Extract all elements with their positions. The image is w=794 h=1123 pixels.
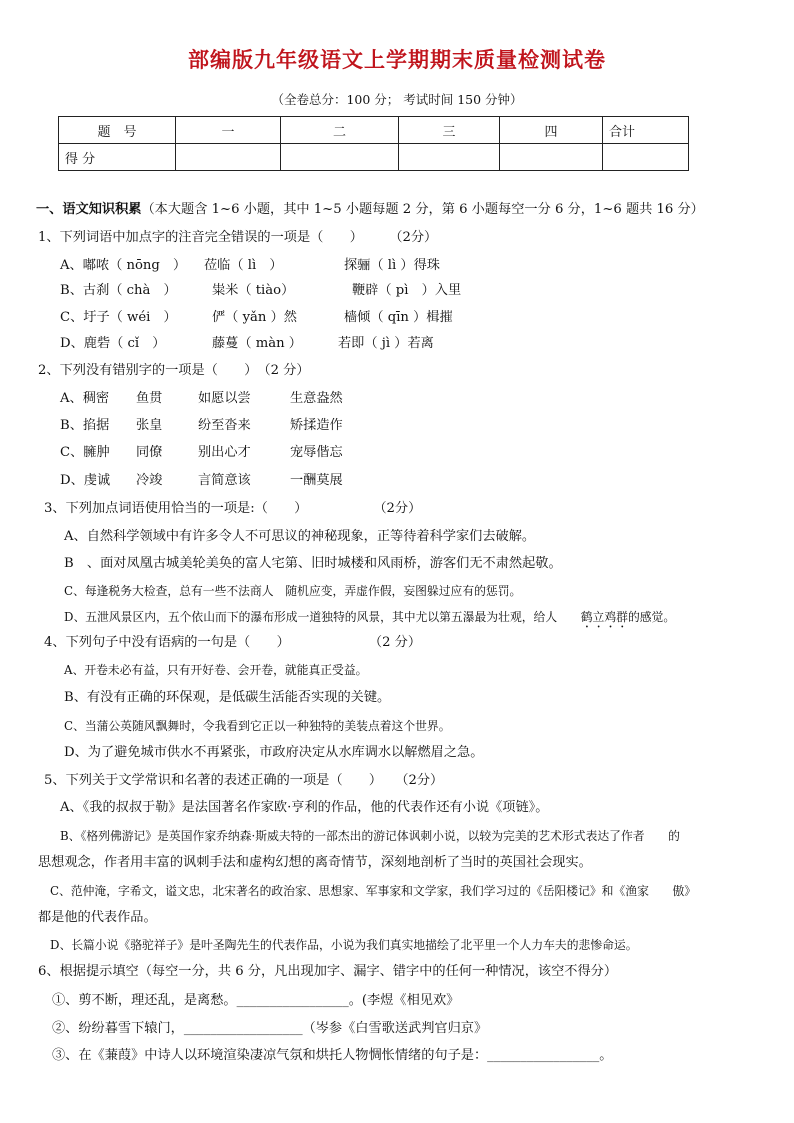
q3-option-b: B 、面对凤凰古城美轮美奂的富人宅第、旧时城楼和风雨桥，游客们无不肃然起敬。 <box>64 556 562 571</box>
q1-d-option3: 若即（ jì ）若离 <box>338 336 434 351</box>
q2-d-word2: 冷竣 <box>136 473 163 488</box>
q1-row-d <box>0 334 794 354</box>
header-cell-1: 一 <box>176 117 281 144</box>
section-1-title: 一、语文知识积累 <box>36 202 142 217</box>
q6-item-1: ①、剪不断，理还乱，是离愁。_________________。(李煜《相见欢》 <box>52 993 460 1008</box>
q2-d-word3: 言简意该 <box>198 473 251 488</box>
q6-item-2: ②、纷纷暮雪下辕门，__________________（岑参《白雪歌送武判官归京》 <box>52 1021 488 1036</box>
header-cell-total: 合计 <box>603 117 689 144</box>
q6-item-3: ③、在《蒹葭》中诗人以环境渲染凄凉气氛和烘托人物惆怅情绪的句子是：_________________。 <box>52 1048 613 1063</box>
q1-c-option3: 樯倾（ qīn ）楫摧 <box>344 310 453 325</box>
q4-option-d: D、为了避免城市供水不再紧张，市政府决定从水库调水以解燃眉之急。 <box>64 745 484 760</box>
q3-option-a: A、自然科学领域中有许多令人不可思议的神秘现象，正等待着科学家们去破解。 <box>64 529 536 544</box>
q5-option-a: A、《我的叔叔于勒》是法国著名作家欧·亨利的作品，他的代表作还有小说《项链》。 <box>60 800 549 815</box>
q1-a-option2: 莅临（ lì ） <box>204 258 283 273</box>
section-1-heading <box>36 200 794 220</box>
header-cell-question-no: 题 号 <box>59 117 176 144</box>
q3-option-d-text: D、五泄风景区内，五个依山而下的瀑布形成一道独特的风景，其中尤以第五瀑最为壮观，给人 <box>64 610 581 624</box>
q1-row-b <box>0 281 794 301</box>
score-cell-3 <box>399 144 500 171</box>
score-cell-2 <box>281 144 399 171</box>
q2-b-word4: 矫揉造作 <box>290 418 343 433</box>
exam-subtitle: （全卷总分：100 分； 考试时间 150 分钟） <box>271 92 523 107</box>
exam-title: 部编版九年级语文上学期期末质量检测试卷 <box>188 47 606 72</box>
q2-d-word4: 一酬莫展 <box>290 473 343 488</box>
q5-option-b-line2: 思想观念，作者用丰富的讽刺手法和虚构幻想的离奇情节，深刻地剖析了当时的英国社会现实。 <box>38 855 592 870</box>
q4-option-c: C、当蒲公英随风飘舞时，令我看到它正以一种独特的美装点着这个世界。 <box>64 719 451 733</box>
q2-row-a <box>0 389 794 409</box>
q1-b-option1: B、古刹（ chà ） <box>60 283 177 298</box>
q2-b-word1: B、掐据 <box>60 418 110 433</box>
score-cell-1 <box>176 144 281 171</box>
q5-option-d: D、长篇小说《骆驼祥子》是叶圣陶先生的代表作品，小说为我们真实地描绘了北平里一个人力车夫的悲惨命运。 <box>50 938 638 952</box>
header-cell-2: 二 <box>281 117 399 144</box>
header-cell-3: 三 <box>399 117 500 144</box>
q1-a-option1: A、嘟哝（ nōng ） <box>60 258 187 273</box>
q1-c-option2: 俨（ yǎn ）然 <box>212 310 297 325</box>
score-table <box>58 116 689 171</box>
q5-option-c-line2: 都是他的代表作品。 <box>38 910 157 925</box>
q1-c-option1: C、圩子（ wéi ） <box>60 310 177 325</box>
q1-b-option2: 粜米（ tiào） <box>212 283 295 298</box>
q2-a-word1: A、稠密 <box>60 391 110 406</box>
q5-option-c-line1: C、范仲淹，字希文，谥文忠，北宋著名的政治家、思想家、军事家和文学家，我们学习过的《岳阳楼记》和《渔家 傲》 <box>50 884 697 898</box>
q2-row-b <box>0 416 794 436</box>
score-cell-total <box>603 144 689 171</box>
q3-stem: 3、下列加点词语使用恰当的一项是:（ ） （2分） <box>44 501 422 516</box>
q2-c-word4: 宠辱偕忘 <box>290 445 343 460</box>
q2-a-word4: 生意盎然 <box>290 391 343 406</box>
score-table-score-row <box>59 144 689 171</box>
q1-stem: 1、下列词语中加点字的注音完全错误的一项是（ ） （2分） <box>38 230 438 245</box>
section-1-note: （本大题含 1~6 小题，其中 1~5 小题每题 2 分，第 6 小题每空一分 6 分，1~6 题共 16 分） <box>141 202 704 217</box>
q5-option-b-line1: B、《格列佛游记》是英国作家乔纳森·斯威夫特的一部杰出的游记体讽刺小说，以较为完美的艺术形式表达了作者 的 <box>60 829 680 843</box>
q3-option-d-dotted-word: 鹤立鸡群 <box>580 610 628 624</box>
q1-row-c <box>0 308 794 328</box>
q2-stem: 2、下列没有错别字的一项是（ ） （2 分） <box>38 363 310 378</box>
q1-d-option1: D、鹿砦（ cǐ ） <box>60 336 166 351</box>
q2-c-word1: C、臃肿 <box>60 445 110 460</box>
q2-c-word2: 同僚 <box>136 445 163 460</box>
q1-d-option2: 藤蔓（ màn ） <box>212 336 302 351</box>
q2-row-c <box>0 443 794 463</box>
q1-b-option3: 鞭辟（ pì ）入里 <box>352 283 462 298</box>
q2-row-d <box>0 471 794 491</box>
q3-option-d <box>64 607 794 631</box>
q3-option-d-end: 的感觉。 <box>627 610 676 624</box>
header-cell-4: 四 <box>500 117 603 144</box>
q4-option-b: B、有没有正确的环保观，是低碳生活能否实现的关键。 <box>64 690 391 705</box>
q3-option-c: C、每逢税务大检查，总有一些不法商人 随机应变，弄虚作假，妄图躲过应有的惩罚。 <box>64 584 522 598</box>
q1-a-option3: 探骊（ lì ）得珠 <box>344 258 440 273</box>
q2-b-word2: 张皇 <box>136 418 163 433</box>
q1-row-a <box>0 256 794 276</box>
q2-c-word3: 别出心才 <box>198 445 251 460</box>
q4-stem: 4、下列句子中没有语病的一句是（ ） （2 分） <box>44 635 422 650</box>
q2-a-word2: 鱼贯 <box>136 391 163 406</box>
q2-a-word3: 如愿以尝 <box>198 391 251 406</box>
q6-stem: 6、根据提示填空（每空一分，共 6 分，凡出现加字、漏字、错字中的任何一种情况，该空不得分） <box>38 964 618 979</box>
score-table-header-row <box>59 117 689 144</box>
q2-b-word3: 纷至沓来 <box>198 418 251 433</box>
q4-option-a: A、开卷未必有益，只有开好卷、会开卷，就能真正受益。 <box>64 663 368 677</box>
score-cell-4 <box>500 144 603 171</box>
q2-d-word1: D、虔诚 <box>60 473 111 488</box>
score-row-label: 得 分 <box>59 144 176 171</box>
q5-stem: 5、下列关于文学常识和名著的表述正确的一项是（ ） （2分） <box>44 773 444 788</box>
